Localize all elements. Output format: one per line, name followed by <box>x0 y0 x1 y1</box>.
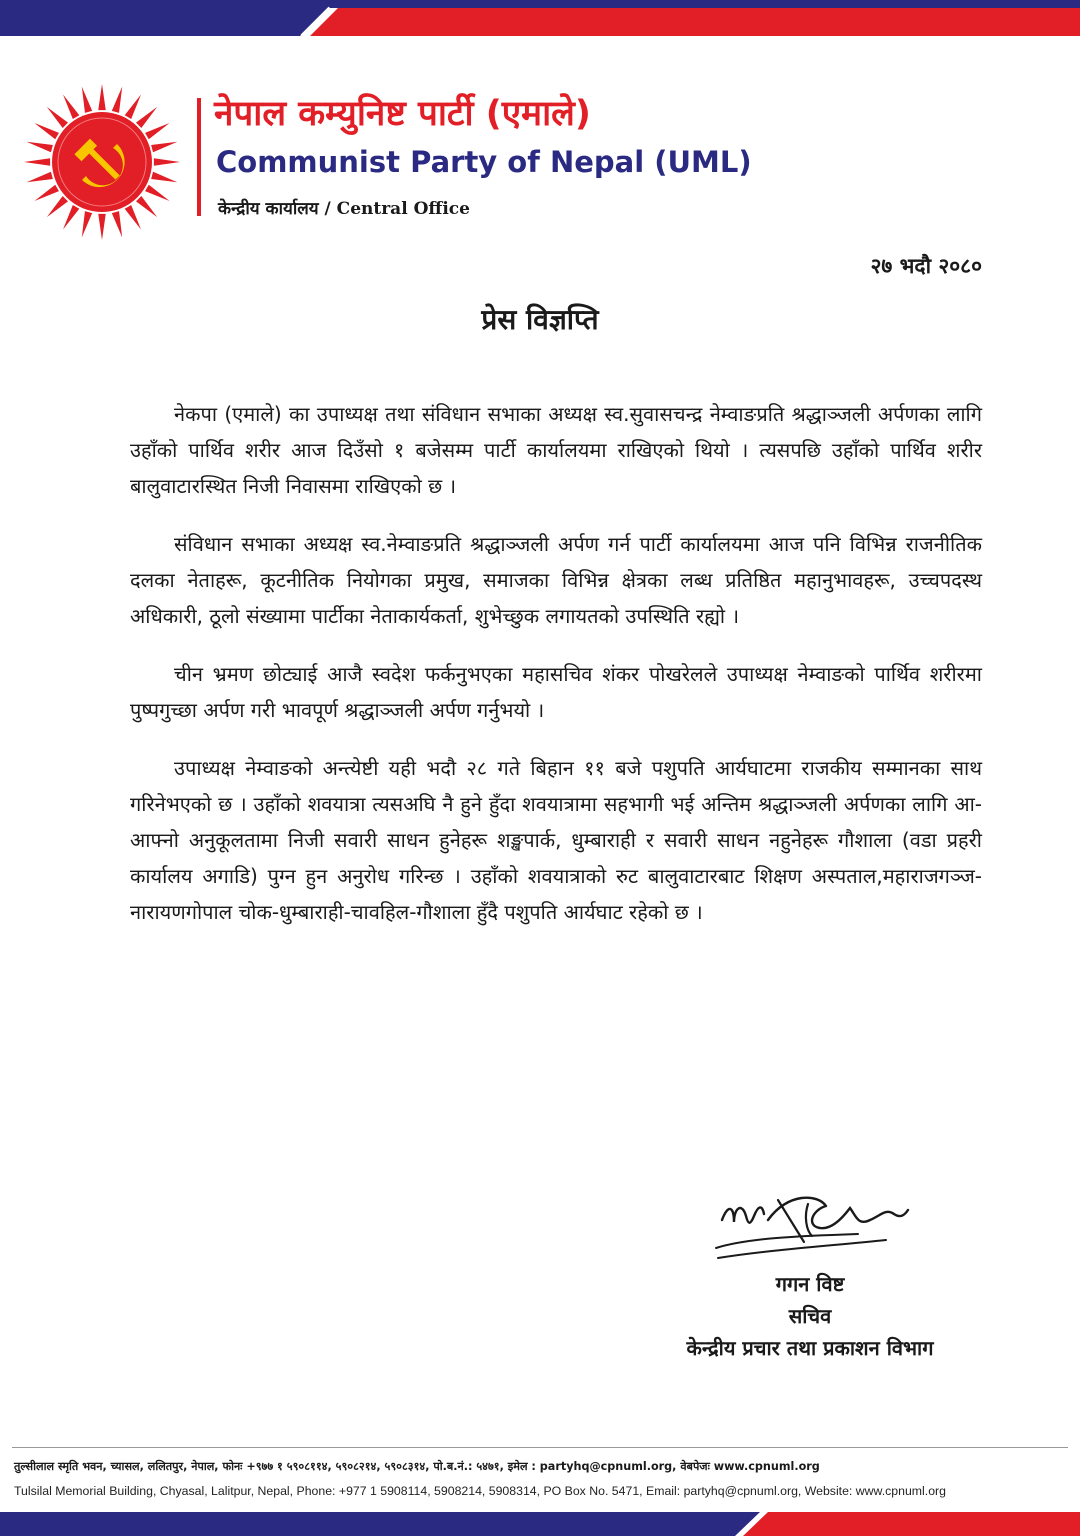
logo-ray <box>98 214 105 240</box>
logo-ray <box>63 205 79 230</box>
logo-ray <box>27 142 53 152</box>
signatory-block <box>600 1268 1020 1364</box>
logo-ray <box>125 205 141 230</box>
party-name-nepali: नेपाल कम्युनिष्ट पार्टी (एमाले) <box>214 94 591 134</box>
header-divider <box>197 98 201 216</box>
signatory-department: केन्द्रीय प्रचार तथा प्रकाशन विभाग <box>686 1336 934 1360</box>
logo-ray <box>145 185 170 201</box>
footer-divider <box>12 1447 1068 1448</box>
paragraph: संविधान सभाका अध्यक्ष स्व.नेम्वाङप्रति श्रद्धाञ्जली अर्पण गर्न पार्टी कार्यालयमा आज पनि विभिन्न राजनीतिक दलका नेताहरू, कूटनीतिक नियोगका प्रमुख, समाजका विभिन्न क्षेत्रका लब्ध प्रतिष्ठित महानुभावहरू, उच्चपदस्थ अधिकारी, ठूलो संख्यामा पार्टीका नेताकार्यकर्ता, शुभेच्छुक लगायतको उपस्थिति रह्यो । <box>130 532 982 628</box>
logo-ray <box>145 123 170 139</box>
logo-ray <box>34 185 59 201</box>
footer-address-english: Tulsilal Memorial Building, Chyasal, Lalitpur, Nepal, Phone: +977 1 5908114, 5908214, 5908314, PO Box No. 5471, Email: partyhq@cpnuml.org, Website: www.cpnuml.org <box>14 1484 946 1498</box>
signatory-role: सचिव <box>788 1304 832 1328</box>
letter-date: २७ भदौ २०८० <box>870 254 982 278</box>
party-name-english: Communist Party of Nepal (UML) <box>216 145 752 179</box>
logo-ray <box>27 172 53 182</box>
logo-ray <box>63 94 79 119</box>
paragraph: नेकपा (एमाले) का उपाध्यक्ष तथा संविधान सभाका अध्यक्ष स्व.सुवासचन्द्र नेम्वाङप्रति श्रद्धाञ्जली अर्पणका लागि उहाँको पार्थिव शरीर आज दिउँसो १ बजेसम्म पार्टी कार्यालयमा राखिएको थियो । त्यसपछि उहाँको पार्थिव शरीर बालुवाटारस्थित निजी निवासमा राखिएको छ । <box>130 402 982 498</box>
logo-ray <box>82 211 92 237</box>
logo-ray <box>151 172 177 182</box>
office-label: केन्द्रीय कार्यालय / Central Office <box>218 199 470 219</box>
logo-ray <box>136 196 157 217</box>
signatory-name: गगन विष्ट <box>775 1272 845 1296</box>
paragraph: उपाध्यक्ष नेम्वाङको अन्त्येष्टी यही भदौ २८ गते बिहान ११ बजे पशुपति आर्यघाटमा राजकीय सम्मानका साथ गरिनेभएको छ । उहाँको शवयात्रा त्यसअघि नै हुने हुँदा शवयात्रामा सहभागी भई अन्तिम श्रद्धाञ्जली अर्पणका लागि आ-आफ्नो अनुकूलतामा निजी सवारी साधन हुनेहरू शङ्खपार्क, धुम्बाराही र सवारी साधन नहुनेहरू गौशाला (वडा प्रहरी कार्यालय अगाडि) पुग्न हुन अनुरोध गरिन्छ । उहाँको शवयात्राको रुट बालुवाटारबाट शिक्षण अस्पताल,महाराजगञ्ज-नारायणगोपाल चोक-धुम्बाराही-चावहिल-गौशाला हुँदै पशुपति आर्यघाट रहेको छ । <box>130 756 982 924</box>
bottom-color-band <box>0 1512 1080 1536</box>
footer-address-nepali: तुल्सीलाल स्मृति भवन, च्यासल, ललितपुर, नेपाल, फोनः +९७७ १ ५९०८११४, ५९०८२१४, ५९०८३१४, पो.ब.नं.: ५४७१, इमेल : partyhq@cpnuml.org, वेबपेजः www.cpnuml.org <box>14 1460 820 1473</box>
press-release-title: प्रेस विज्ञप्ति <box>481 303 599 336</box>
logo-ray <box>24 158 50 165</box>
logo-ray <box>151 142 177 152</box>
logo-ray <box>112 87 122 113</box>
top-color-band <box>0 0 1080 36</box>
party-logo-icon <box>22 82 182 242</box>
logo-ray <box>82 87 92 113</box>
handwritten-signature <box>708 1186 918 1272</box>
logo-ray <box>136 107 157 128</box>
logo-ray <box>34 123 59 139</box>
logo-ray <box>98 84 105 110</box>
logo-ray <box>112 211 122 237</box>
logo-ray <box>125 94 141 119</box>
paragraph: चीन भ्रमण छोट्याई आजै स्वदेश फर्कनुभएका महासचिव शंकर पोखरेलले उपाध्यक्ष नेम्वाङको पार्थिव शरीरमा पुष्पगुच्छा अर्पण गरी भावपूर्ण श्रद्धाञ्जली अर्पण गर्नुभयो । <box>130 662 982 722</box>
letter-body <box>130 396 982 952</box>
logo-ray <box>47 196 68 217</box>
logo-ray <box>47 107 68 128</box>
logo-ray <box>154 158 180 165</box>
